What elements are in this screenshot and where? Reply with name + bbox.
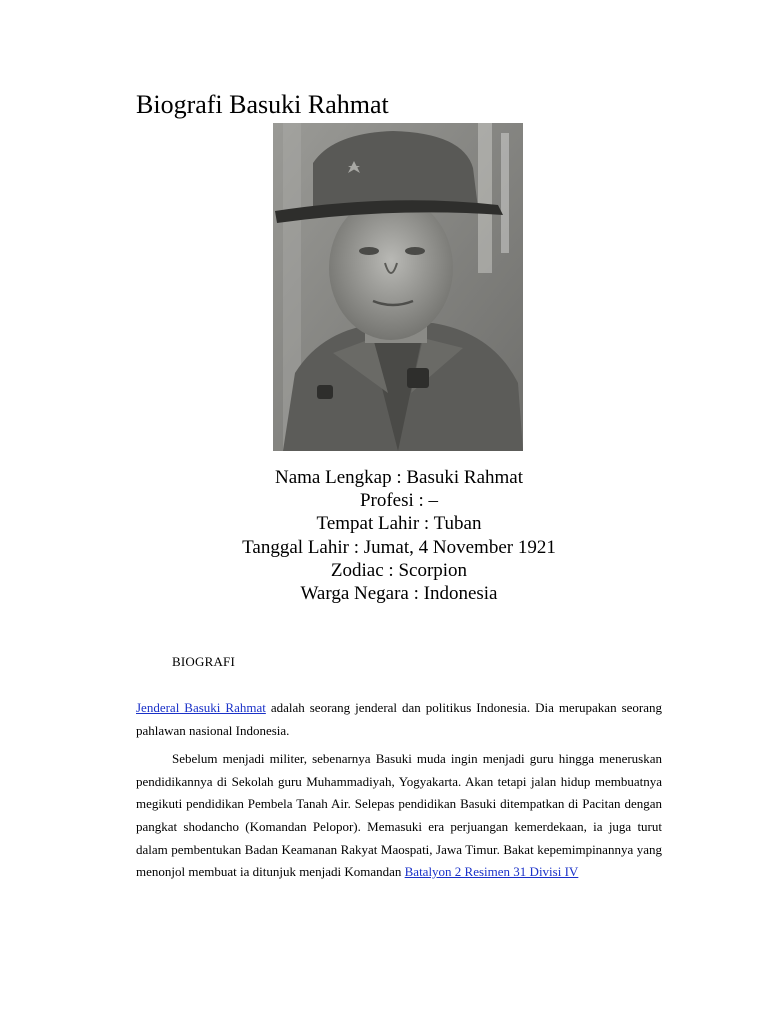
portrait-image bbox=[273, 123, 523, 451]
full-name-line: Nama Lengkap : Basuki Rahmat bbox=[275, 467, 523, 488]
basuki-rahmat-link[interactable]: Jenderal Basuki Rahmat bbox=[136, 700, 266, 715]
biodata-infobox bbox=[136, 466, 662, 605]
paragraph-early-life-text: Sebelum menjadi militer, sebenarnya Basuki muda ingin menjadi guru hingga meneruskan pendidikannya di Sekolah guru Muhammadiyah, Yogyakarta. Akan tetapi jalan hidup membuatnya megikuti pendidikan Pembela Tanah Air. Selepas pendidikan Basuki ditempatkan di Pacitan dengan pangkat shodancho (Komandan Pelopor). Memasuki era perjuangan kemerdekaan, ia juga turut dalam pembentukan Badan Keamanan Rakyat Maospati, Jawa Timur. Bakat kepemimpinannya yang menonjol membuat ia ditunjuk menjadi Komandan bbox=[136, 751, 662, 880]
birthplace-line: Tempat Lahir : Tuban bbox=[316, 513, 482, 535]
section-heading: BIOGRAFI bbox=[172, 654, 235, 669]
paragraph-intro bbox=[136, 697, 662, 742]
birthdate-line: Tanggal Lahir : Jumat, 4 November 1921 bbox=[242, 536, 556, 558]
profession-line: Profesi : – bbox=[359, 490, 439, 512]
citizenship-line: Warga Negara : Indonesia bbox=[300, 583, 498, 605]
paragraph-intro-text: adalah seorang jenderal dan politikus Indonesia. Dia merupakan seorang pahlawan nasional Indonesia. bbox=[136, 700, 662, 738]
page-title: Biografi Basuki Rahmat bbox=[136, 90, 389, 119]
portrait-photo bbox=[273, 123, 523, 451]
article-body bbox=[136, 697, 662, 890]
batalyon-link[interactable]: Batalyon 2 Resimen 31 Divisi IV bbox=[404, 864, 579, 880]
paragraph-early-life bbox=[136, 748, 662, 884]
zodiac-line: Zodiac : Scorpion bbox=[330, 559, 468, 581]
